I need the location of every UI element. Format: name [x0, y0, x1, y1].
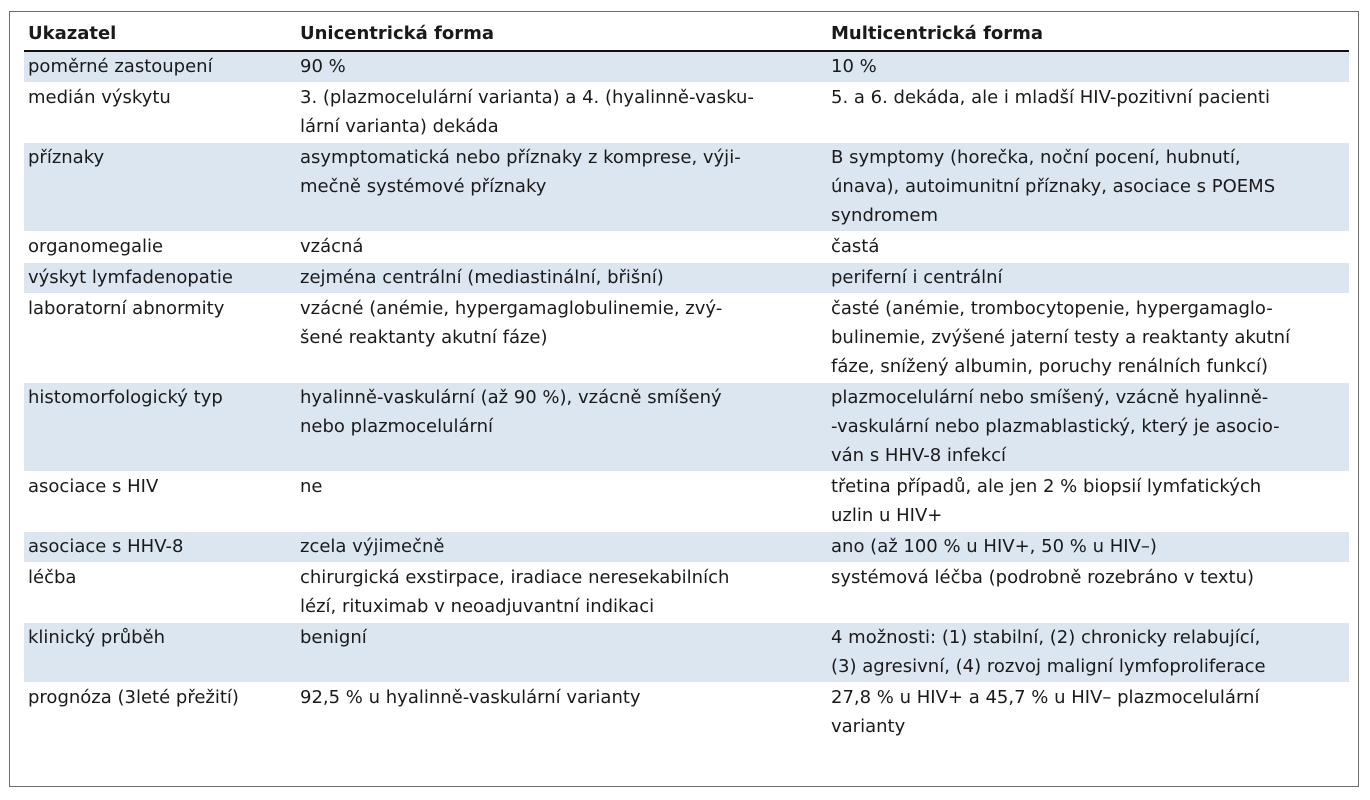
- table-row: [24, 563, 1349, 623]
- cell-indicator: medián výskytu: [24, 83, 296, 143]
- cell-multicentric: častá: [827, 232, 1349, 263]
- cell-multicentric: plazmocelulární nebo smíšený, vzácně hyalinně- -vaskulární nebo plazmablastický, který je asocio- ván s HHV-8 infekcí: [827, 383, 1349, 472]
- table-row: [24, 472, 1349, 532]
- header-multicentric: Multicentrická forma: [827, 18, 1349, 51]
- cell-indicator: histomorfologický typ: [24, 383, 296, 472]
- header-ukazatel: Ukazatel: [24, 18, 296, 51]
- header-row: [24, 18, 1349, 51]
- table-frame: [9, 11, 1359, 787]
- cell-indicator: poměrné zastoupení: [24, 51, 296, 83]
- table-row: [24, 623, 1349, 683]
- cell-multicentric: 27,8 % u HIV+ a 45,7 % u HIV– plazmocelulární varianty: [827, 683, 1349, 743]
- cell-multicentric: periferní i centrální: [827, 263, 1349, 294]
- cell-unicentric: 3. (plazmocelulární varianta) a 4. (hyalinně-vasku- lární varianta) dekáda: [296, 83, 827, 143]
- table-row: [24, 263, 1349, 294]
- cell-indicator: organomegalie: [24, 232, 296, 263]
- cell-unicentric: zejména centrální (mediastinální, břišní): [296, 263, 827, 294]
- cell-multicentric: 4 možnosti: (1) stabilní, (2) chronicky relabující, (3) agresivní, (4) rozvoj maligní lymfoproliferace: [827, 623, 1349, 683]
- table-row: [24, 51, 1349, 83]
- cell-multicentric: 10 %: [827, 51, 1349, 83]
- cell-unicentric: ne: [296, 472, 827, 532]
- cell-unicentric: 92,5 % u hyalinně-vaskulární varianty: [296, 683, 827, 743]
- table-row: [24, 532, 1349, 563]
- table-row: [24, 83, 1349, 143]
- cell-multicentric: systémová léčba (podrobně rozebráno v textu): [827, 563, 1349, 623]
- cell-unicentric: benigní: [296, 623, 827, 683]
- cell-indicator: klinický průběh: [24, 623, 296, 683]
- cell-indicator: příznaky: [24, 143, 296, 232]
- cell-indicator: laboratorní abnormity: [24, 294, 296, 383]
- cell-multicentric: ano (až 100 % u HIV+, 50 % u HIV–): [827, 532, 1349, 563]
- cell-unicentric: zcela výjimečně: [296, 532, 827, 563]
- cell-unicentric: asymptomatická nebo příznaky z komprese, výji- mečně systémové příznaky: [296, 143, 827, 232]
- cell-indicator: léčba: [24, 563, 296, 623]
- cell-multicentric: třetina případů, ale jen 2 % biopsií lymfatických uzlin u HIV+: [827, 472, 1349, 532]
- cell-unicentric: hyalinně-vaskulární (až 90 %), vzácně smíšený nebo plazmocelulární: [296, 383, 827, 472]
- cell-unicentric: chirurgická exstirpace, iradiace neresekabilních lézí, rituximab v neoadjuvantní indikaci: [296, 563, 827, 623]
- table-row: [24, 294, 1349, 383]
- table-row: [24, 683, 1349, 743]
- cell-unicentric: 90 %: [296, 51, 827, 83]
- header-unicentric: Unicentrická forma: [296, 18, 827, 51]
- cell-indicator: asociace s HIV: [24, 472, 296, 532]
- cell-indicator: asociace s HHV-8: [24, 532, 296, 563]
- cell-unicentric: vzácná: [296, 232, 827, 263]
- table-row: [24, 143, 1349, 232]
- cell-unicentric: vzácné (anémie, hypergamaglobulinemie, zvý- šené reaktanty akutní fáze): [296, 294, 827, 383]
- cell-indicator: výskyt lymfadenopatie: [24, 263, 296, 294]
- table-row: [24, 232, 1349, 263]
- cell-multicentric: 5. a 6. dekáda, ale i mladší HIV-pozitivní pacienti: [827, 83, 1349, 143]
- cell-indicator: prognóza (3leté přežití): [24, 683, 296, 743]
- cell-multicentric: časté (anémie, trombocytopenie, hypergamaglo- bulinemie, zvýšené jaterní testy a reaktanty akutní fáze, snížený albumin, poruchy renálních funkcí): [827, 294, 1349, 383]
- cell-multicentric: B symptomy (horečka, noční pocení, hubnutí, únava), autoimunitní příznaky, asociace s POEMS syndromem: [827, 143, 1349, 232]
- comparison-table: [24, 18, 1349, 743]
- table-row: [24, 383, 1349, 472]
